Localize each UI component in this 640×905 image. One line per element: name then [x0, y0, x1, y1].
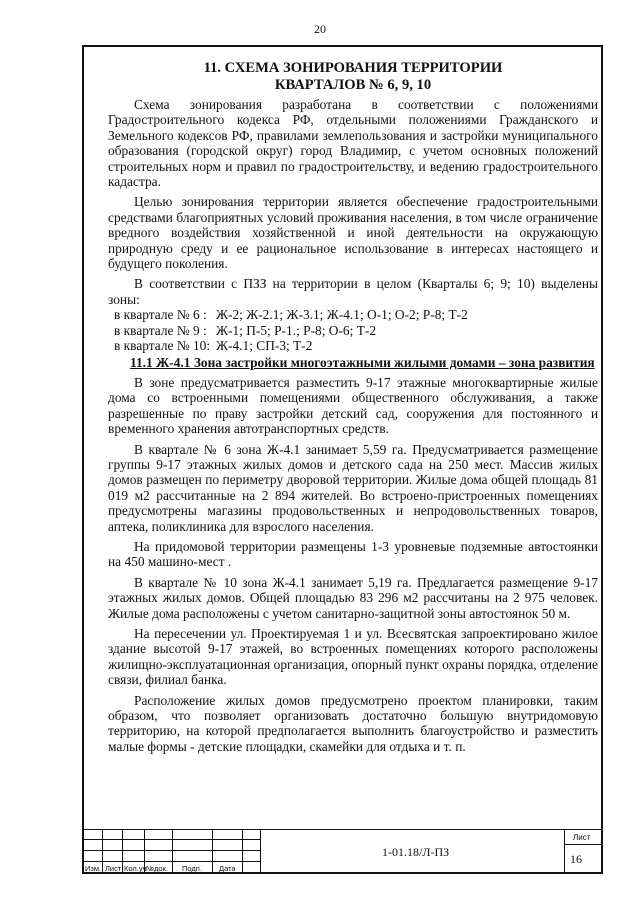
zone-value: Ж-1; П-5; Р-1.; Р-8; О-6; Т-2: [216, 322, 377, 338]
zone-label: в квартале № 9 :: [114, 322, 207, 338]
stamp-col-podp: Подп.: [182, 864, 202, 873]
stamp-col-izm: Изм.: [85, 864, 102, 873]
paragraph-intro: Схема зонирования разработана в соответствии с положениями Градостроительного кодекса РФ, отдельными положениями Гражданского и Земельного кодексов РФ, правилами землепользования и застройки муниципального образования (городской округ) город Владимир, с учетом основных положений строительных норм и правил по градостроительству, и ведению градостроительного кадастра.: [108, 97, 598, 190]
sheet-label: Лист: [573, 833, 591, 842]
sheet-number: 16: [570, 852, 582, 866]
paragraph-purpose: Целью зонирования территории является обеспечение градостроительными средствами благоприятных условий проживания населения, в том числе ограничение вредного воздействия хозяйственной и иной деятельности на окружающую природную среду и ее рациональное использование в интересах настоящего и будущего поколения.: [108, 194, 598, 272]
zone-label: в квартале № 10:: [114, 338, 211, 354]
stamp-col-list: Лист: [105, 864, 122, 873]
section-paragraph-1: В зоне предусматривается разместить 9-17 этажные многоквартирные жилые дома со встроенными помещениями общественного обслуживания, а также разрешенные по праву застройки детский сад, сооружения для постоянного и временного хранения автотранспортных средств.: [108, 374, 598, 437]
section-paragraph-2: В квартале № 6 зона Ж-4.1 занимает 5,59 га. Предусматривается размещение группы 9-17 этажных жилых домов и детского сада на 250 мест. Массив жилых домов размещен по периметру дворовой территории. Жилые дома общей площадь 81 019 м2 рассчитанные на 2 894 жителей. Во встроено-пристроенных помещениях предусмотрены магазины продовольственных и непродовольственных товаров, аптека, поликлиника для взрослого населения.: [108, 441, 598, 534]
zone-item-10: [108, 338, 598, 353]
section-paragraph-4: В квартале № 10 зона Ж-4.1 занимает 5,19 га. Предлагается размещение 9-17 этажных жилых домов. Общей площадью 83 296 м2 рассчитаны на 2 975 человек. Жилые дома расположены с учетом санитарно-защитной зоны автостоянок 50 м.: [108, 574, 598, 621]
section-paragraph-5: На пересечении ул. Проектируемая 1 и ул. Всесвятская запроектировано жилое здание высотой 9-17 этажей, во встроенных помещениях которого расположены жилищно-эксплуатационная организация, опорный пункт охраны порядка, отделение связи, филиал банка.: [108, 626, 598, 688]
zone-item-9: [108, 323, 598, 338]
section-paragraph-3: На придомовой территории размещены 1-3 уровневые подземные автостоянки на 450 машино-мест .: [108, 538, 598, 570]
zone-value: Ж-2; Ж-2.1; Ж-3.1; Ж-4.1; О-1; О-2; Р-8; Т-2: [216, 307, 468, 323]
title-line-1: 11. СХЕМА ЗОНИРОВАНИЯ ТЕРРИТОРИИ: [203, 60, 503, 76]
page-number: 20: [314, 22, 326, 36]
document-title: [108, 60, 598, 93]
stamp-col-kol: Кол.уч: [124, 864, 147, 873]
section-heading: 11.1 Ж-4.1 Зона застройки многоэтажными жилыми домами – зона развития: [130, 354, 595, 370]
zone-value: Ж-4.1; СП-3; Т-2: [216, 338, 313, 354]
section-paragraph-6: Расположение жилых домов предусмотрено проектом планировки, таким образом, что позволяет организовать достаточно большую внутридомовую территорию, на которой предполагается выполнить благоустройство и разместить малые формы - детские площадки, скамейки для отдыха и т. п.: [108, 692, 598, 754]
zones-list: [108, 307, 598, 353]
document-code: 1-01.18/Л-ПЗ: [382, 845, 450, 859]
zone-item-6: [108, 307, 598, 322]
document-body: [108, 58, 598, 754]
stamp-col-ndok: №док.: [146, 864, 168, 873]
paragraph-zones-lead: В соответствии с ПЗЗ на территории в целом (Кварталы 6; 9; 10) выделены зоны:: [108, 276, 598, 307]
title-block-stamp: [82, 829, 603, 874]
stamp-col-data: Дата: [219, 864, 236, 873]
zone-label: в квартале № 6 :: [114, 307, 207, 323]
title-line-2: КВАРТАЛОВ № 6, 9, 10: [274, 76, 432, 93]
